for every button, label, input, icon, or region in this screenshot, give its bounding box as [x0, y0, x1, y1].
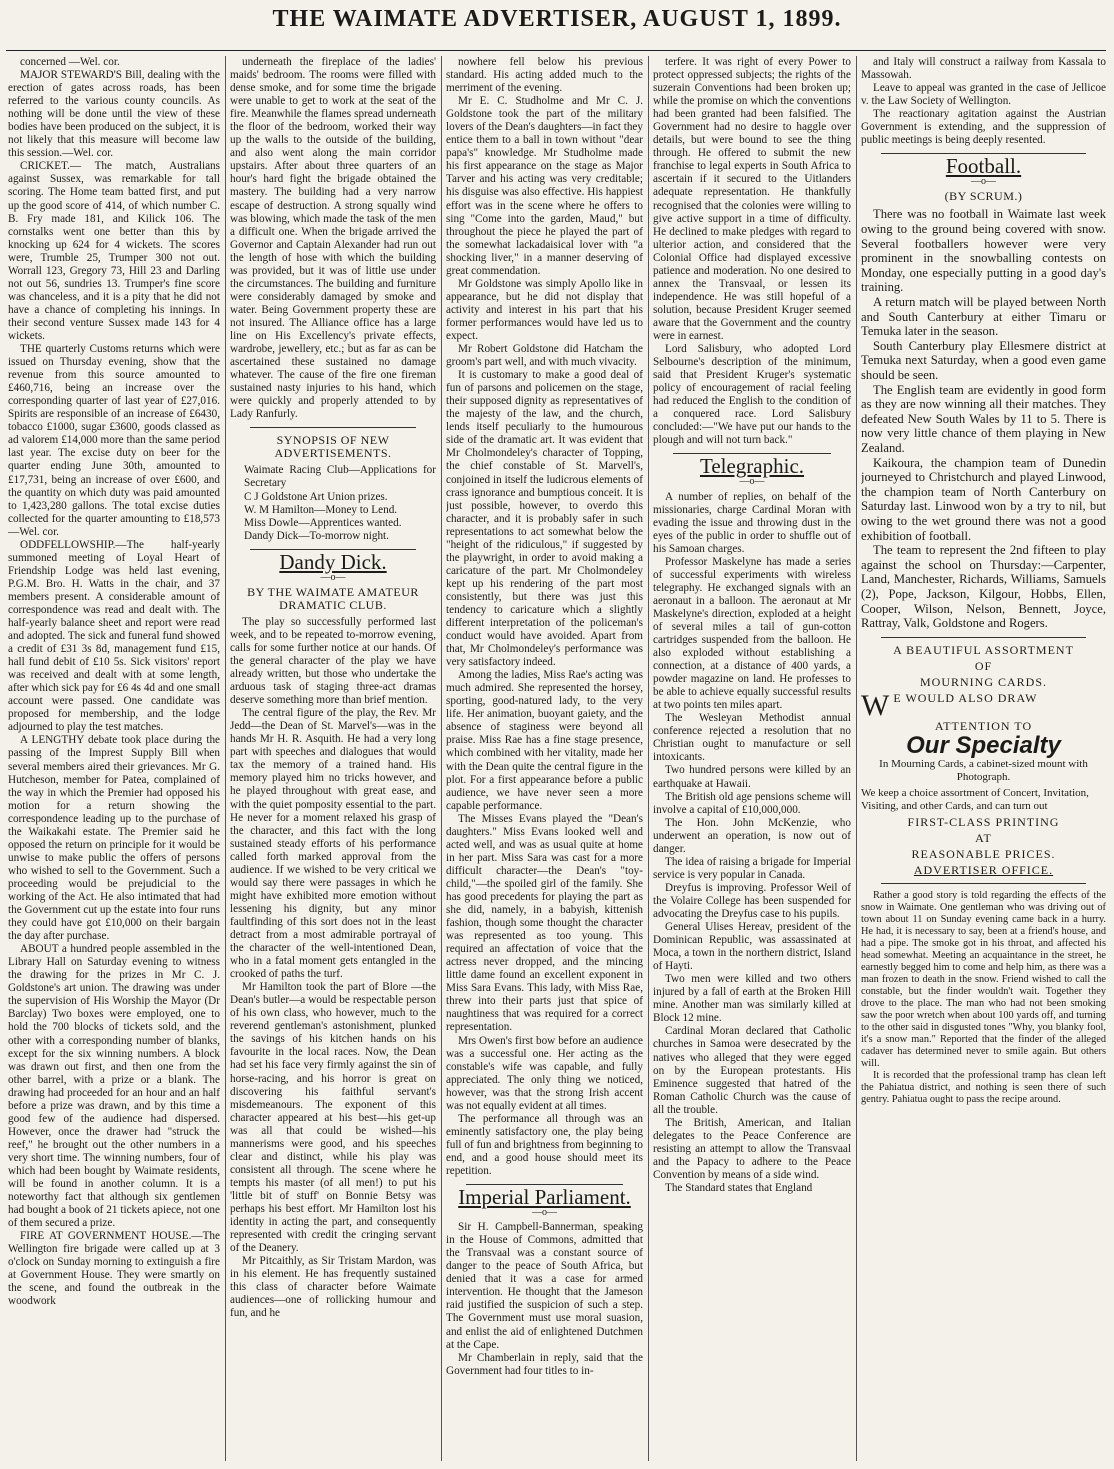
paragraph: CRICKET.— The match, Australians against Sussex, was remarkable for tall scoring. The Home team batted first, and put up the good score of 414, of which number C. B. Fry made 181, and Kilick 106. The cornstalks went one better than this by knocking up 624 for 4 wickets. The scores were, Trumble 25, Trumper 300 not out. Worrall 123, Gregory 73, Hill 23 and Darling not out 56, sundries 13. Trumper's fine score was chanceless, and it is a pity that he did not have a chance of completing his innings. In their second venture Sussex made 143 for 4 wickets.	[8, 160, 220, 342]
ad-line: FIRST-CLASS PRINTING	[907, 815, 1060, 830]
paragraph: Mr Hamilton took the part of Blore —the Dean's butler—a would be respectable person of his own class, who however, much to the reverend gentleman's astonishment, plunked the savings of his kitchen hands on his favourite in the local races. Now, the Dean had set his face very firmly against the sin of horse-racing, and his horror is great on discovering his faithful servant's misdemeanours. The exponent of this character appeared at his best—his get-up was all that could be wished—his mannerisms were good, and his speeches clear and distinct, while his play was consistent all through. The scene where he tempts his master (of all men!) to put his 'little bit of stuff' on Bonnie Betsy was perhaps his best effort. Mr Hamilton lost his identity in acting the part, and consequently represented with credit the cringing servant of the Deanery.	[230, 981, 436, 1255]
paragraph: Miss Dowle—Apprentices wanted.	[244, 516, 402, 529]
ad-specialty: Our Specialty	[906, 731, 1061, 759]
ad-line: MOURNING CARDS.	[919, 674, 1047, 689]
paragraph: Two hundred persons were killed by an earthquake at Hawaii.	[653, 764, 851, 790]
paragraph: FIRE AT GOVERNMENT HOUSE.—The Wellington fire brigade were called up at 3 o'clock on Sunday morning to extinguish a fire at Government House. They were smartly on the scene, and found the outbreak in the woodwork	[8, 1230, 220, 1308]
paragraph: Professor Maskelyne has made a series of successful experiments with wireless telegraphy. He exchanged signals with an aeronaut in a balloon. The aeronaut at Mr Maskelyne's direction, exploded at a height of several miles a tail of gun-cotton cartridges suspended from the balloon. He also exploded without establishing a connection, at a distance of 400 yards, a powder magazine on land. He professes to be able to achieve equally successful results at two points ten miles apart.	[653, 555, 851, 712]
section-subtitle: BY THE WAIMATE AMATEUR DRAMATIC CLUB.	[247, 584, 419, 612]
paragraph: concerned —Wel. cor.	[20, 56, 120, 68]
paragraph: The play so successfully performed last week, and to be repeated to-morrow evening, calls for some further notice at our hands. Of the general character of the play we have already written, but those who undertake the arduous task of staging three-act dramas deserve something more than brief mention.	[230, 615, 436, 707]
paragraph: The Misses Evans played the "Dean's daughters." Miss Evans looked well and acted well, and was as usual quite at home in her part. Miss Sara was cast for a more difficult character—the Dean's "toy-child,"—the spoiled girl of the family. She has good precedents for playing the part as she did, namely, in a babyish, kittenish fashion, though some thought the character was represented as too young. This required an affectation of voice that the actress never dropped, and the mincing little dame found an excellent exponent in Miss Sara Evans. This lady, with Miss Rae, threw into their parts just that spice of naughtiness that was required for a correct representation.	[446, 812, 643, 1034]
masthead-title: THE WAIMATE ADVERTISER, AUGUST 1, 1899.	[272, 6, 842, 32]
paragraph: The team to represent the 2nd fifteen to play against the school on Thursday:—Carpenter, Land, Manchester, Richards, Williams, Samuels (2), Pope, Jackson, Kilgour, Hobbs, Ellen, Cooper, Wilson, Nelson, Bennett, Joyce, Rattray, Valk, Goldstone and Rogers.	[861, 543, 1106, 631]
section-byline: (BY SCRUM.)	[944, 189, 1023, 204]
paragraph: Rather a good story is told regarding the effects of the snow in Waimate. One gentleman who was driving out of town about 11 on Sunday evening came back in a hurry. He had, it is necessary to say, been at a friend's house, and had a pipe. The smoke got in his throat, and affected his head somewhat. Meeting an acquaintance in the street, he earnestly begged him to come and help him, as there was a man frozen to death in the snow. Friend wished to call the constable, but the finder wouldn't wait. Together they drove to the place. The man who had not been smoking saw the poor wretch when about 100 yards off, and turning to the other said in disgusted tones "Why, you blanky fool, it's a snow man." Reported that the finder of the alleged cadaver has determined never to smile again. But others will.	[861, 890, 1106, 1070]
paragraph: Cardinal Moran declared that Catholic churches in Samoa were desecrated by the natives who alleged that they were egged on by the European protestants. His Eminence suggested that hatred of the Roman Catholic Church was the cause of all the trouble.	[653, 1025, 851, 1116]
paragraph: The central figure of the play, the Rev. Mr Jedd—the Dean of St. Marvel's—was in the hands Mr H. R. Asquith. He had a very long part with speeches and dialogues that would tax the memory of a trained hand. His memory played him no tricks however, and he played throughout with great ease, and with the quiet pomposity essential to the part. He never for a moment relaxed his grasp of the character, and this fact with the long sustained steady efforts of his performance called forth marked approval from the audience. If we wished to be very critical we would say there were passages in which he might have exhibited more emotion without lessening his dignity, but any minor faultfinding of this sort does not in the least detract from a most admirable portrayal of the character of the well-intentioned Dean, who in a fatal moment gets entangled in the crooked of paths the turf.	[230, 707, 436, 981]
paragraph: C J Goldstone Art Union prizes.	[244, 490, 388, 503]
paragraph: It is recorded that the professional tramp has clean left the Pahiatua district, and nothing is seen there of such gentry. Pahiatua ought to pass the recipe around.	[861, 1070, 1106, 1106]
ad-line: ATTENTION TO	[934, 718, 1033, 733]
column-2	[230, 56, 436, 1461]
ad-line: E WOULD ALSO DRAW	[893, 690, 1038, 705]
column-3	[446, 56, 643, 1461]
paragraph: Mr Robert Goldstone did Hatcham the groom's part well, and with much vivacity.	[446, 343, 643, 369]
advertisement-mourning-cards	[861, 644, 1106, 878]
paragraph: Mr E. C. Studholme and Mr C. J. Goldstone took the part of the military lovers of the Dean's daughters—in fact they entice them to a ball in town without "dear papa's" knowledge. Mr Studholme made his first appearance on the stage as Major Tarver and his acting was very creditable; his disguise was also effective. His happiest effort was in the scene where he offers to sing "Come into the garden, Maud," but throughout the piece he played the part of the somewhat lackadaisical lover with "a shocking liver," in a manner deserving of great commendation.	[446, 95, 643, 277]
paragraph: General Ulises Hereav, president of the Dominican Republic, was assassinated at Moca, a town in the northern district, Island of Hayti.	[653, 921, 851, 973]
paragraph: Mrs Owen's first bow before an audience was a successful one. Her acting as the constable's wife was capable, and fully appreciated. The only thing we noticed, however, was that the strong Irish accent was not equally evident at all times.	[446, 1034, 643, 1112]
ad-line: AT	[975, 831, 992, 846]
ad-line: REASONABLE PRICES.	[911, 847, 1056, 862]
paragraph: Waimate Racing Club—Applications for Secretary	[244, 464, 436, 490]
paragraph: W. M Hamilton—Money to Lend.	[244, 503, 398, 516]
column-5	[861, 56, 1106, 1461]
paragraph: The English team are evidently in good form as they are now winning all their matches. They defeated New South Wales by 11 to 5. There is now very little chance of them playing in New Zealand.	[861, 382, 1106, 455]
ad-line: A BEAUTIFUL ASSORTMENT	[893, 642, 1074, 657]
paragraph: A LENGTHY debate took place during the passing of the Imprest Supply Bill when several members aired their grievances. Mr G. Hutcheson, member for Patea, complained of the way in which the Premier had opposed his motion for a return showing the correspondence leading up to the purchase of the Waikakahi estate. The Premier said he opposed the return on principle for it would be unwise to make public the offers of persons who wished to sell to the Government. Such a proceeding would be prejudicial to the working of the Act. He also intimated that had the Government cut up the estate into four runs they could have got £10,000 on their bargain the day after purchase.	[8, 734, 220, 943]
section-heading-imperial-parliament: Imperial Parliament.	[458, 1185, 631, 1210]
paragraph: A number of replies, on behalf of the missionaries, charge Cardinal Moran with evading the issue and throwing dust in the eyes of the public in order to shuffle out of his Samoan charges.	[653, 490, 851, 555]
section-heading-telegraphic: Telegraphic.	[699, 454, 805, 479]
paragraph: The Wesleyan Methodist annual conference rejected a resolution that no Christian ought to manufacture or sell intoxicants.	[653, 712, 851, 764]
paragraph: Mr Chamberlain in reply, said that the Government had four titles to in-	[446, 1351, 643, 1377]
paragraph: Mr Goldstone was simply Apollo like in appearance, but he did not display that activity and interest in his part that his former performances would have led us to expect.	[446, 277, 643, 342]
column-divider	[225, 56, 226, 1461]
paragraph: Mr Pitcaithly, as Sir Tristam Mardon, was in his element. He has frequently sustained this class of character before Waimate audiences—one of rollicking humour and fun, and he	[230, 1255, 436, 1320]
paragraph: The British old age pensions scheme will involve a capital of £10,000,000.	[653, 790, 851, 816]
paragraph: A return match will be played between North and South Canterbury at either Timaru or Temuka later in the season.	[861, 295, 1106, 339]
masthead-rule	[6, 50, 1106, 51]
paragraph: It is customary to make a good deal of fun of parsons and policemen on the stage, their supposed dignity as representatives of the majesty of the law, and the church, lends itself peculiarly to the humourous side of the dramatic art. It was evident that Mr Cholmondeley's character of Topping, the chief constable of St. Marvell's, conjoined in itself the ludicrous elements of crass ignorance and bumptious conceit. It is just possible, however, to overdo this character, and it is probably safer in such representations to act somewhat below the "height of the ridiculous," if suggested by the playwright, in order to avoid making a caricature of the part. Mr Cholmondeley kept up his rendering of the part most consistently, but there was just this tendency to caricature which a slightly different interpretation of the policeman's conduct would have avoided. Apart from that, Mr Cholmondeley's performance was very satisfactory indeed.	[446, 369, 643, 669]
column-4	[653, 56, 851, 1461]
paragraph: Two men were killed and two others injured by a fall of earth at the Broken Hill mine. Another man was similarly killed at Block 12 mine.	[653, 973, 851, 1025]
section-heading-football: Football.	[945, 154, 1022, 179]
masthead	[0, 6, 1114, 46]
paragraph: ABOUT a hundred people assembled in the Library Hall on Saturday evening to witness the drawing for the prizes in Mr C. J. Goldstone's art union. The drawing was under the supervision of His Worship the Mayor (Dr Barclay) Two boxes were employed, one to hold the 700 blocks of tickets sold, and the other with a corresponding number of blanks, except for the six winning numbers. A block was drawn out first, and then one from the other barrel, with a prize or a blank. The drawing had proceeded for an hour and an half before a prize was drawn, and by this time a good few of the audience had dispersed. However, once the drawer had "struck the reef," he brought out the other numbers in a very short time. The winning numbers, four of which had been bought by Waimate residents, will be found in another column. It is a noteworthy fact that although six gentlemen had bought a book of 21 tickets apiece, not one of them secured a prize.	[8, 943, 220, 1230]
paragraph: Sir H. Campbell-Bannerman, speaking in the House of Commons, admitted that the Transvaal was a constant source of danger to the peace of South Africa, but denied that it was a case for armed intervention. He thought that the Jameson raid justified the suspicion of such a step. The Government must use moral suasion, and enlist the aid of enlightened Dutchmen at the Cape.	[446, 1221, 643, 1351]
paragraph: The British, American, and Italian delegates to the Peace Conference are resisting an attempt to allow the Transvaal and the Papacy to adhere to the Peace Convention by means of a side wind.	[653, 1116, 851, 1181]
column-divider	[648, 56, 649, 1461]
divider	[250, 427, 416, 428]
ornament-dash: —o—	[971, 176, 996, 188]
paragraph: Among the ladies, Miss Rae's acting was much admired. She represented the horsey, sporting, good-natured lady, to the very life. Her animation, buoyant gaiety, and the absence of staginess were beyond all praise. Miss Rae has a fine stage presence, which combined with her vitality, made her with the Dean quite the central figure in the plot. For a first appearance before a public audience, we have never seen a more capable performance.	[446, 669, 643, 812]
paragraph: Lord Salisbury, who adopted Lord Selbourne's description of the minimum, said that President Kruger's systematic policy of encouragement of racial feeling had reduced the English to the condition of a conquered race. Lord Salisbury concluded:—"We have put our hands to the plough and will not turn back."	[653, 343, 851, 447]
paragraph: terfere. It was right of every Power to protect oppressed subjects; the rights of the suzerain Conventions had been broken up; while the promise on which the conventions had been granted had been falsified. The Government had no desire to haggle over details, but were bound to see the thing through. He offered to submit the new franchise to legal experts in South Africa to ascertain if it secured to the Uitlanders adequate representation. He thankfully recognised that the colonies were willing to give active support in a time of difficulty. He declined to make pledges with regard to ulterior action, and considered that the Colonial Office had displayed excessive patience and moderation. No one desired to annex the Transvaal, or lessen its independence. He was still hopeful of a solution, because President Kruger seemed aware that the Government and the country were in earnest.	[653, 56, 851, 342]
divider	[881, 883, 1086, 884]
paragraph: The Hon. John McKenzie, who underwent an operation, is now out of danger.	[653, 816, 851, 855]
paragraph: The idea of raising a brigade for Imperial service is very popular in Canada.	[653, 855, 851, 881]
ornament-dash: —o—	[320, 571, 346, 583]
paragraph: Dandy Dick—To-morrow night.	[244, 529, 389, 542]
divider	[881, 637, 1086, 638]
paragraph: THE quarterly Customs returns which were issued on Thursday evening, show that the revenue from this source amounted to £460,716, being an increase over the corresponding quarter of last year of £27,016. Spirits are responsible of an increase of £6430, tobacco £1000, sugar £3600, goods classed as ad valorem £14,000 more than the same period last year. The excise duty on beer for the quarter ending June 30th, amounted to £17,731, being an increase of over £600, and the quantity on which duty was paid amounted to 1,423,280 gallons. The total excise duties collected for the quarter amounting to £18,573 —Wel. cor.	[8, 343, 220, 538]
column-divider	[441, 56, 442, 1461]
paragraph: underneath the fireplace of the ladies' maids' bedroom. The rooms were filled with dense smoke, and for some time the brigade were unable to get to work at the seat of the fire. Meanwhile the flames spread underneath the floor of the bedroom, worked their way up the walls to the outside of the building, and also went along the main corridor upstairs. After about three quarters of an hour's hard fight the brigade obtained the mastery. The building had a very narrow escape of destruction. A strong squally wind was blowing, which made the task of the men a difficult one. When the brigade arrived the Governor and Captain Alexander had run out the length of hose with which the building was provided, but it was of little use under the circumstances. The building and furniture were considerably damaged by smoke and water. Being Government property these are not insured. The Alliance office has a large line on His Excellency's private effects, wardrobe, jewellery, etc.; but as far as can be ascertained these sustained no damage whatever. The cause of the fire one fireman sustained nasty injuries to his hand, which were quickly and properly attended to by Lady Ranfurly.	[230, 56, 436, 421]
paragraph: Dreyfus is improving. Professor Weil of the Volaire College has been suspended for advocating the Dreyfus case to his pupils.	[653, 881, 851, 920]
paragraph: ODDFELLOWSHIP.—The half-yearly summoned meeting of Loyal Heart of Friendship Lodge was held last evening, P.G.M. Bro. H. Watts in the chair, and 37 members present. A considerable amount of correspondence was read and dealt with. The half-yearly balance sheet and report were read and adopted. The sick and funeral fund showed a credit of £31 3s 8d, management fund £15, hall fund debit of £10 5s. Sick visitors' report was received and dealt with at some length, after which sick pay for £6 4s 4d and one small account were passed. One candidate was proposed for membership, and the lodge adjourned to play the test matches.	[8, 538, 220, 734]
ornament-dash: —o—	[532, 1207, 557, 1219]
column-1	[8, 56, 220, 1461]
ad-line: In Mourning Cards, a cabinet-sized mount with Photograph.	[879, 757, 1088, 783]
paragraph: and Italy will construct a railway from Kassala to Massowah.	[861, 56, 1106, 82]
drop-cap: W	[861, 688, 891, 722]
paragraph: nowhere fell below his previous standard. His acting added much to the merriment of the evening.	[446, 56, 643, 95]
ornament-dash: —o—	[739, 476, 765, 488]
synopsis-list	[230, 464, 436, 542]
paragraph: Leave to appeal was granted in the case of Jellicoe v. the Law Society of Wellington.	[861, 82, 1106, 108]
section-heading-dandy-dick: Dandy Dick.	[279, 549, 387, 574]
paragraph: MAJOR STEWARD'S Bill, dealing with the erection of gates across roads, has been referred to the various county councils. As nothing will be done until the view of these bodies have been produced on the subject, it is not likely that this measure will become law this session.—Wel. cor.	[8, 69, 220, 160]
ad-line: ADVERTISER OFFICE.	[913, 863, 1054, 878]
column-divider	[856, 56, 857, 1461]
ad-line: OF	[974, 658, 993, 673]
paragraph: South Canterbury play Ellesmere district at Temuka next Saturday, when a good even game should be seen.	[861, 338, 1106, 382]
paragraph: Kaikoura, the champion team of Dunedin journeyed to Christchurch and played Linwood, the champion team of North Canterbury on Saturday last. Linwood won by a try to nil, but owing to the wet ground there was not a good exhibition of football.	[861, 455, 1106, 543]
paragraph: The reactionary agitation against the Austrian Government is extending, and the suppression of public meetings is being deeply resented.	[861, 108, 1106, 147]
synopsis-title: SYNOPSIS OF NEW ADVERTISEMENTS.	[274, 433, 392, 461]
paragraph: The Standard states that England	[665, 1181, 813, 1194]
paragraph: There was no football in Waimate last week owing to the ground being covered with snow. Several footballers however were very prominent in the snowballing contests on Monday, one especially putting in a good day's training.	[861, 207, 1106, 295]
ad-line: We keep a choice assortment of Concert, Invitation, Visiting, and other Cards, and can turn out	[861, 787, 1089, 813]
paragraph: The performance all through was an eminently satisfactory one, the play being full of fun and brightness from beginning to end, and a good house should meet its repetition.	[446, 1112, 643, 1177]
